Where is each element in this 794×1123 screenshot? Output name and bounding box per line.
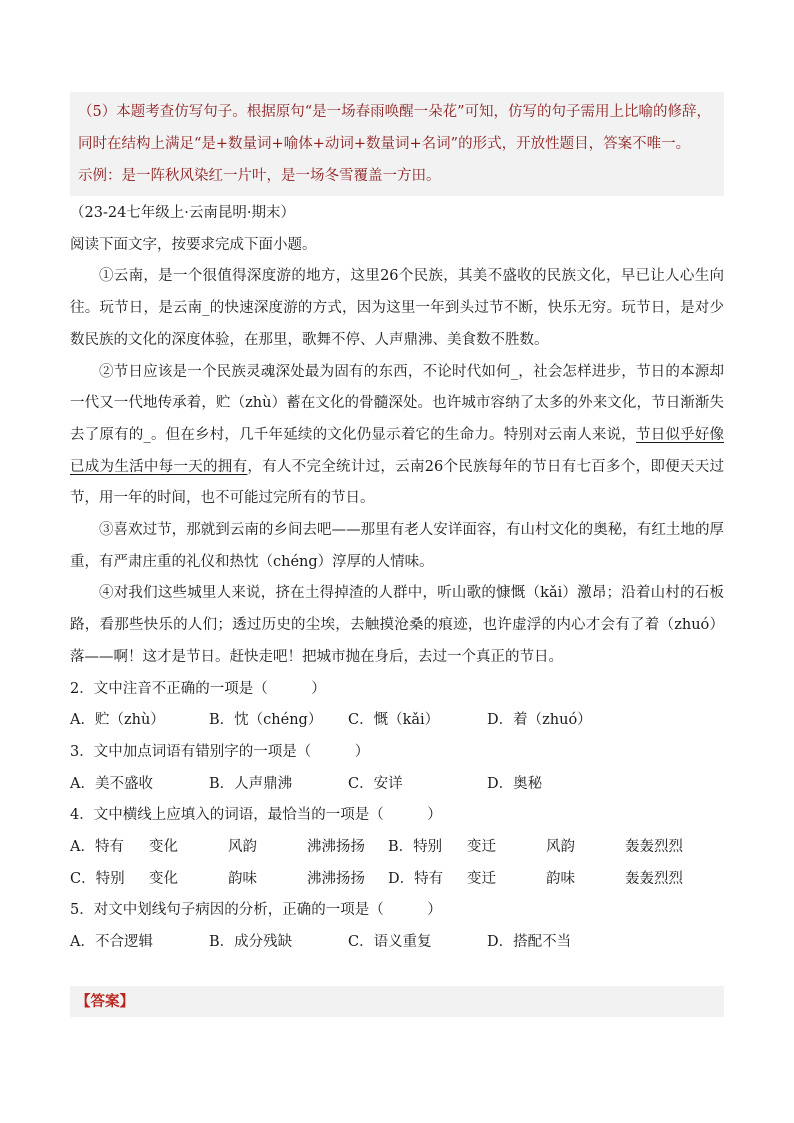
- option: D．特有: [388, 870, 444, 887]
- option: A．美不盛收: [70, 775, 153, 792]
- question-options: [70, 927, 724, 959]
- option: B．特别: [388, 839, 443, 856]
- question-stem: 2．文中注音不正确的一项是（ ）: [70, 680, 326, 697]
- option-word: 轰轰烈烈: [625, 870, 683, 887]
- question-options: [70, 832, 724, 864]
- question-options: [70, 705, 724, 737]
- passage-paragraph-2: [70, 357, 724, 516]
- passage-paragraph-1: ①云南，是一个很值得深度游的地方，这里26个民族，其美不盛收的民族文化，早已让人心生向往。玩节日，是云南_的快速深度游的方式，因为这里一年到头过节不断，快乐无穷。玩节日，是对少数民族的文化的深度体验，在那里，歌舞不停、人声鼎沸、美食数不胜数。: [70, 268, 724, 348]
- option-word: 变化: [149, 839, 178, 856]
- option: C．语义重复: [348, 934, 432, 951]
- option-word: 韵味: [228, 870, 257, 887]
- reading-instruction: 阅读下面文字，按要求完成下面小题。: [70, 236, 317, 253]
- question-stem: 4．文中横线上应填入的词语，最恰当的一项是（ ）: [70, 807, 442, 824]
- previous-answer-example: 示例：是一阵秋风染红一片叶，是一场冬雪覆盖一方田。: [78, 168, 441, 184]
- passage-text: ②节日应该是一个民族灵魂深处最为固有的东西，不论时代如何_，社会怎样进步，节日的本源却一代又一代地传承着，贮（zhù）蓄在文化的骨髓深处。也许城市容纳了太多的外来文化，节日渐渐失去了原有的_。但在乡村，几千年延续的文化仍显示着它的生命力。特别对云南人来说，: [70, 363, 724, 443]
- passage-text: ，有人不完全统计过，云南26个民族每年的节日有七百多个，即便天天过节，用一年的时间，也不可能过完所有的节日。: [70, 458, 725, 507]
- option-word: 轰轰烈烈: [625, 839, 683, 856]
- option: C．慨（kǎi）: [348, 712, 440, 729]
- previous-answer-line: 同时在结构上满足“是+数量词+喻体+动词+数量词+名词”的形式，开放性题目，答案不唯一。: [78, 136, 691, 152]
- option: C．安详: [348, 775, 403, 792]
- option-word: 沸沸扬扬: [307, 870, 365, 887]
- option-word: 沸沸扬扬: [307, 839, 365, 856]
- option-word: 变化: [149, 870, 178, 887]
- answer-heading: 【答案】: [70, 986, 724, 1017]
- question-options: [70, 864, 724, 896]
- option: A．不合逻辑: [70, 934, 153, 951]
- previous-answer-line: （5）本题考查仿写句子。根据原句“是一场春雨唤醒一朵花”可知，仿写的句子需用上比喻的修辞，: [78, 104, 712, 120]
- option: C．特别: [70, 870, 125, 887]
- question-options: [70, 769, 724, 801]
- option-word: 变迁: [467, 870, 496, 887]
- option: B．忱（chéng）: [209, 712, 323, 729]
- question-source: （23-24七年级上·云南昆明·期末）: [70, 205, 296, 221]
- question-stem: 3．文中加点词语有错别字的一项是（ ）: [70, 743, 370, 760]
- option: A．贮（zhù）: [70, 712, 165, 729]
- previous-answer-box: [70, 92, 724, 196]
- option: B．人声鼎沸: [209, 775, 293, 792]
- question-stem: 5．对文中划线句子病因的分析，正确的一项是（ ）: [70, 902, 442, 919]
- worksheet-page: [70, 92, 724, 959]
- option: D．奥秘: [487, 775, 543, 792]
- option: A．特有: [70, 839, 124, 856]
- option: B．成分残缺: [209, 934, 293, 951]
- option-word: 风韵: [228, 839, 257, 856]
- option: D．着（zhuó）: [487, 712, 592, 729]
- passage-paragraph-4: ④对我们这些城里人来说，挤在土得掉渣的人群中，听山歌的慷慨（kǎi）激昂；沿着山村的石板路，看那些快乐的人们；透过历史的尘埃，去触摸沧桑的痕迹，也许虚浮的内心才会有了着（zhuó）落——啊！这才是节日。赶快走吧！把城市抛在身后，去过一个真正的节日。: [70, 585, 724, 665]
- option-word: 变迁: [467, 839, 496, 856]
- option-word: 风韵: [546, 839, 575, 856]
- underlined-sentence: 节日似乎好像已成为生活中每一天的拥有: [70, 426, 725, 475]
- option: D．搭配不当: [487, 934, 572, 951]
- passage-paragraph-3: ③喜欢过节，那就到云南的乡间去吧——那里有老人安详面容，有山村文化的奥秘，有红土地的厚重，有严肃庄重的礼仪和热忱（chéng）淳厚的人情味。: [70, 522, 724, 570]
- option-word: 韵味: [546, 870, 575, 887]
